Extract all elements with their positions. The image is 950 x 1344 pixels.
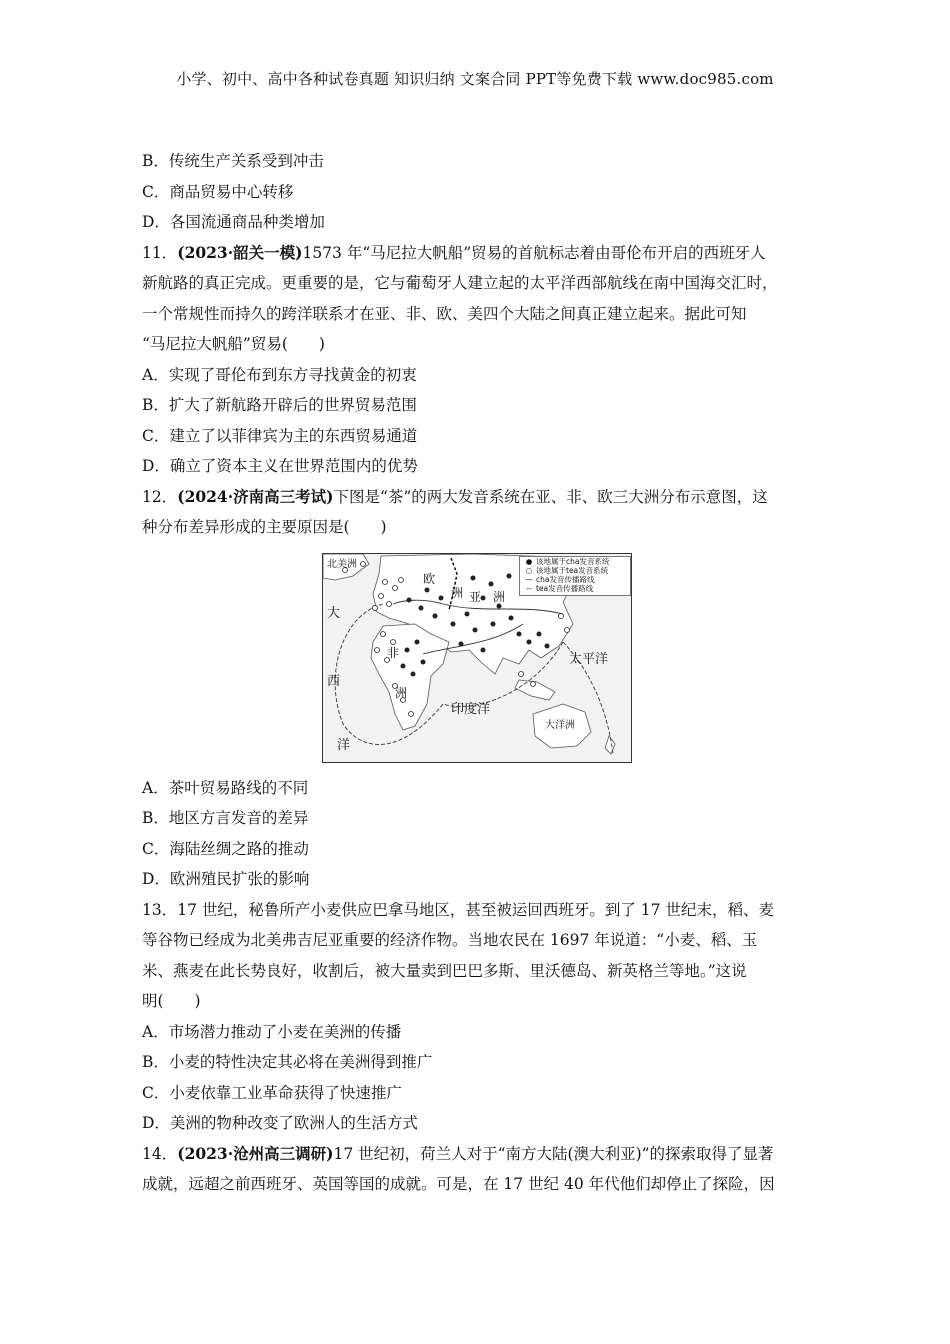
q12-option-b: B．地区方言发音的差异	[142, 809, 309, 827]
q13-stem-line-4: 明( )	[142, 992, 201, 1010]
q11-number: 11．	[142, 243, 178, 262]
map-label-indian: 印度洋	[451, 701, 491, 717]
legend-tea-point: ○ 该地属于tea发音系统	[525, 565, 609, 575]
q14-source: (2023·沧州高三调研)	[177, 1143, 334, 1163]
q11-stem-line-1	[142, 238, 812, 269]
legend-cha-point: ● 该地属于cha发音系统	[525, 556, 610, 566]
q10-option-c: C．商品贸易中心转移	[142, 182, 294, 201]
q13-stem-line-3: 米、燕麦在此长势良好，收割后，被大量卖到巴巴多斯、里沃德岛、新英格兰等地。”这说	[142, 961, 747, 980]
q11-stem-line-3: 一个常规性而持久的跨洋联系才在亚、非、欧、美四个大陆之间真正建立起来。据此可知	[142, 304, 747, 323]
map-label-europe-b: 洲	[451, 585, 464, 600]
map-label-asia-b: 洲	[493, 589, 506, 604]
new-zealand-land	[605, 736, 615, 754]
exam-content	[142, 146, 812, 1200]
map-label-atlantic-3: 洋	[337, 737, 351, 753]
q12-stem-line-2: 种分布差异形成的主要原因是( )	[142, 518, 387, 536]
q13-option-d: D．美洲的物种改变了欧洲人的生活方式	[142, 1114, 418, 1132]
q12-number: 12．	[142, 487, 178, 506]
map-label-europe-a: 欧	[423, 571, 436, 586]
q10-option-d: D．各国流通商品种类增加	[142, 213, 325, 231]
map-label-africa-1: 非	[387, 645, 400, 660]
map-label-oceania: 大洋洲	[545, 719, 575, 731]
map-label-atlantic-1: 大	[327, 605, 341, 621]
map-legend	[519, 556, 631, 596]
q11-option-c: C．建立了以菲律宾为主的东西贸易通道	[142, 426, 418, 445]
page-header: 小学、初中、高中各种试卷真题 知识归纳 文案合同 PPT等免费下载 www.doc985.com	[176, 70, 774, 88]
map-label-atlantic-2: 西	[327, 673, 341, 689]
q13-stem-line-1: 13．17 世纪，秘鲁所产小麦供应巴拿马地区，甚至被运回西班牙。到了 17 世纪末，稻、麦	[142, 900, 774, 919]
q12-option-c: C．海陆丝绸之路的推动	[142, 839, 309, 858]
q12-option-d: D．欧洲殖民扩张的影响	[142, 870, 310, 888]
q12-option-a: A．茶叶贸易路线的不同	[142, 778, 309, 797]
q11-option-b: B．扩大了新航路开辟后的世界贸易范围	[142, 396, 417, 414]
map-label-asia-a: 亚	[469, 589, 482, 604]
q14-text-1: 17 世纪初，荷兰人对于“南方大陆(澳大利亚)”的探索取得了显著	[333, 1144, 774, 1163]
q12-source: (2024·济南高三考试)	[177, 486, 334, 506]
q11-text-1: 1573 年“马尼拉大帆船”贸易的首航标志着由哥伦布开启的西班牙人	[302, 243, 766, 262]
q14-stem-line-1	[142, 1139, 812, 1170]
q11-stem-line-4: “马尼拉大帆船”贸易( )	[142, 335, 325, 353]
q11-stem-line-2: 新航路的真正完成。更重要的是，它与葡萄牙人建立起的太平洋西部航线在南中国海交汇时，	[142, 274, 778, 292]
legend-tea-route: -- tea发音传播路线	[526, 583, 594, 593]
map-label-africa-2: 洲	[395, 685, 408, 700]
map-label-pacific: 太平洋	[569, 651, 609, 667]
q12-text-1: 下图是“茶”的两大发音系统在亚、非、欧三大洲分布示意图，这	[333, 487, 768, 506]
q13-option-c: C．小麦依靠工业革命获得了快速推广	[142, 1083, 402, 1102]
q13-stem-line-2: 等谷物已经成为北美弗吉尼亚重要的经济作物。当地农民在 1697 年说道：“小麦、稻、玉	[142, 931, 758, 949]
q13-option-b: B．小麦的特性决定其必将在美洲得到推广	[142, 1053, 433, 1071]
tea-pronunciation-map	[322, 553, 632, 763]
q11-option-a: A．实现了哥伦布到东方寻找黄金的初衷	[142, 365, 417, 384]
map-label-north-america: 北美洲	[327, 558, 357, 570]
q10-option-b: B．传统生产关系受到冲击	[142, 152, 324, 170]
q12-stem-line-1	[142, 482, 812, 513]
legend-cha-route: — cha发音传播路线	[525, 574, 595, 584]
q14-stem-line-2: 成就，远超之前西班牙、英国等国的成就。可是，在 17 世纪 40 年代他们却停止了探险，因	[142, 1175, 775, 1193]
q14-number: 14．	[142, 1144, 178, 1163]
q11-option-d: D．确立了资本主义在世界范围内的优势	[142, 457, 418, 475]
q13-option-a: A．市场潜力推动了小麦在美洲的传播	[142, 1022, 402, 1041]
q11-source: (2023·韶关一模)	[177, 242, 303, 262]
